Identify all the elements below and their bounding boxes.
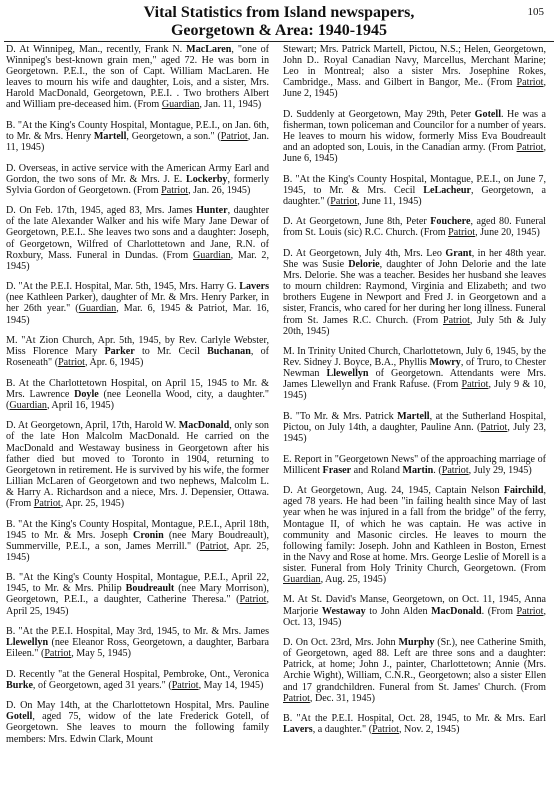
vital-record-entry	[6, 519, 269, 563]
surname: Westaway	[321, 605, 366, 617]
vital-record-entry	[283, 485, 546, 585]
surname: Lockerby	[185, 173, 228, 185]
source-newspaper: Guardian	[9, 399, 47, 411]
entry-text: . (From	[481, 605, 517, 617]
source-newspaper: Patriot	[480, 422, 508, 434]
surname: Cronin	[133, 529, 164, 541]
vital-record-entry	[283, 174, 546, 207]
entry-text: , of Truro, to Chester Newman	[283, 357, 546, 380]
surname: Delorie	[348, 259, 380, 271]
surname: Mowry	[429, 357, 461, 369]
vital-record-entry	[283, 713, 546, 735]
entry-text: , June 2, 1945)	[283, 77, 546, 100]
surname: MacLaren	[186, 44, 232, 55]
source-newspaper: Guardian	[78, 303, 117, 315]
left-column	[6, 44, 269, 754]
surname: Fouchere	[430, 216, 471, 228]
vital-record-entry	[6, 700, 269, 744]
surname: Gotell	[474, 108, 502, 120]
vital-record-entry	[283, 346, 546, 401]
vital-record-entry	[283, 637, 546, 704]
surname: Fairchild	[503, 485, 544, 497]
entry-text: E. Report in "Georgetown News" of the approaching marriage of Millicent	[283, 453, 546, 476]
entry-text: D. On May 14th, at the Charlottetown Hospital, Mrs. Pauline	[6, 700, 269, 712]
vital-record-entry	[283, 248, 546, 337]
entry-text: Stewart; Mrs. Patrick Martell, Pictou, N.S.; Helen, Georgetown, John D.. Royal Canadian Navy, Marcellus, Merchant Marine; Leo in Montreal; also a sister Mrs. Josephine Rokes, Cambridge., Mass. and Gilbert in Bangor, Me.. (From	[283, 44, 546, 89]
entry-text: M. "At Zion Church, Apr. 5th, 1945, by Rev. Carlyle Webster, Miss Florence Mary	[6, 335, 269, 358]
source-newspaper: Patriot	[171, 679, 199, 691]
source-newspaper: Guardian	[161, 99, 200, 111]
title-line-1: Vital Statistics from Island newspapers,	[143, 4, 415, 21]
surname: Martell	[93, 131, 127, 143]
entry-text: , April 25, 1945)	[6, 594, 269, 617]
surname: Doyle	[74, 388, 99, 400]
entry-text: , daughter of the late Alexander Walker and his wife Mary Jane Dewar of Georgetown, P.E.I.. She leaves two sons and a daughter: Joseph, of Georgetown, Wilfred of Charlottetown and Jane, R.N. of Roxbury, Mass. Funeral in Dundas. (From	[6, 205, 269, 261]
entry-text: , April 16, 1945)	[46, 399, 114, 411]
entry-text: . (	[433, 464, 442, 476]
entry-text: , Jan. 11, 1945)	[199, 99, 262, 111]
title-line-2: Georgetown & Area: 1940-1945	[170, 22, 388, 39]
entry-text: B. "At the P.E.I. Hospital, Oct. 28, 1945, to Mr. & Mrs. Earl	[283, 713, 546, 725]
source-newspaper: Patriot	[441, 464, 469, 476]
entry-text: , Apr. 25, 1945)	[60, 498, 125, 510]
entry-text: of Georgetown. Attendants were Mrs. James Llewellyn and Frank Rafuse. (From	[283, 368, 546, 391]
surname: Llewellyn	[6, 637, 49, 649]
surname: Grant	[445, 247, 472, 259]
source-newspaper: Patriot	[33, 498, 61, 510]
entry-text: , only son of the late Hon Malcolm MacDonald. He carried on the MacDonald and Westaway business in Georgetown after his father died but moved to Toronto in 1904, returning to Georgetown in retirement. He is survived by his wife, the former Lillian McLaren of Georgetown and two nephews, Malcolm L. & Harry A. Richardson and a niece, Mrs. J. Depensier, Ottawa. (From	[6, 420, 269, 510]
vital-record-entry	[6, 335, 269, 368]
surname: Llewellyn	[326, 368, 369, 380]
entry-text: D. At Georgetown, July 4th, Mrs. Leo	[283, 247, 446, 259]
entry-text: , July 5th & July 20th, 1945)	[283, 314, 546, 337]
entry-text: (nee Kathleen Parker), daughter of Mr. & Mrs. Henry Parker, in her 26th year." (	[6, 292, 269, 315]
entry-text: B. "At the King's County Hospital, Montague, P.E.I., April 18th, 1945 to Mr. & Mrs. Joseph	[6, 518, 269, 541]
source-newspaper: Patriot	[239, 594, 267, 606]
entry-text: to John Alden	[365, 605, 432, 617]
entry-text: , in her 48th year. She was Susie	[283, 247, 546, 271]
vital-record-entry	[6, 281, 269, 325]
entry-text: (nee Leonella Wood, city, a daughter." (	[6, 388, 269, 411]
page-title	[0, 4, 558, 40]
entry-text: , Aug. 25, 1945)	[320, 573, 387, 585]
entry-text: D. Recently "at the General Hospital, Pembroke, Ont., Veronica	[6, 668, 269, 680]
entry-text: , formerly Sylvia Gordon of Georgetown. (From	[6, 173, 269, 196]
surname: MacDonald	[178, 420, 230, 432]
entry-text: , daughter of John Delorie and the late Mrs. Delorie. She was a teacher. Besides her husband she leaves to mourn children: Raymond, Virginia and Elizabeth; and two brothers Eugene in Newport and Fred J. in Georgetown and a sister, Francis, who cared for her during her long illness. Funeral from St. James R.C. Church. (From	[283, 259, 546, 326]
source-newspaper: Patriot	[448, 227, 476, 239]
surname: Parker	[104, 346, 135, 358]
vital-record-entry	[6, 163, 269, 196]
entry-text: B. "At the King's County Hospital, Montague, P.E.I., April 22, 1945, to Mr. & Mrs. Philip	[6, 572, 269, 595]
entry-text: (nee Mary Boudreault), Summerville, P.E.I., a son, James Merrill." (	[6, 529, 269, 552]
entry-text: M. In Trinity United Church, Charlottetown, July 6, 1945, by the Rev. Sidney J. Boyce, B.A., Phyllis	[283, 346, 546, 369]
page-number: 105	[527, 6, 544, 18]
vital-record-entry	[283, 109, 546, 164]
entry-text: , Jan. 26, 1945)	[188, 184, 251, 196]
entry-text: , "one of Winnipeg's best-known grain men," aged 72. He was born in Georgetown. P.E.I., the son of Capt. William MacLaren. He leaves to mourn his wife and daughter, Lois, and a sister, Mrs. Harold MacDonald, Georgetown, P.E.I. . Two brothers Albert and William pre-deceased him. (From	[6, 44, 269, 111]
entry-text: , aged 78 years. He had been "in failing health since May of last year when he was injured in a fall from the bridge" of the ferry, Montague II, of which he was captain. He was active in community and Masonic circles. He leaves to mourn the following family: Joseph. John and Kathleen in Boston, Ernest in the Navy and Rose at home. Mrs. George Leslie of Morell is a sister. Funeral from Holy Trinity Church, Georgetown. (From	[283, 485, 546, 574]
surname: Lavers	[239, 281, 269, 293]
vital-record-entry	[6, 572, 269, 616]
entry-text: , July 23, 1945)	[283, 422, 547, 445]
surname: Lavers	[283, 724, 313, 736]
right-column	[283, 44, 546, 745]
vital-record-entry	[6, 120, 269, 153]
entry-text: B. "At the King's County Hospital, Montague, P.E.I., on Jan. 6th, to Mr. & Mrs. Henry	[6, 119, 269, 143]
entry-text: B. "To Mr. & Mrs. Patrick	[283, 410, 398, 422]
entry-text: D. At Georgetown, Aug. 24, 1945, Captain Nelson	[283, 485, 504, 497]
source-newspaper: Patriot	[199, 540, 227, 552]
entry-text: , of Roseneath" (	[6, 346, 269, 369]
vital-record-entry	[6, 205, 269, 272]
entry-text: , Mar. 2, 1945)	[6, 249, 269, 272]
entry-text: , aged 75, widow of the late Frederick Gotell, of Georgetown. She leaves to mourn the following family members: Mrs. Edwin Clark, Mount	[6, 711, 269, 745]
entry-text: , May 5, 1945)	[71, 648, 131, 660]
entry-text: B. "At the P.E.I. Hospital, May 3rd, 1945, to Mr. & Mrs. James	[6, 626, 269, 638]
entry-text: B. "At the King's County Hospital, Montague, P.E.I., on June 7, 1945, to Mr. & Mrs. Cecil	[283, 173, 546, 196]
header-rule	[4, 41, 554, 42]
surname: LeLacheur	[423, 184, 471, 196]
entry-text: , of Georgetown, aged 31 years." (	[32, 679, 172, 691]
entry-text: , Georgetown, a son." (	[126, 131, 221, 143]
surname: Martell	[397, 410, 430, 422]
source-newspaper: Patriot	[283, 692, 310, 704]
vital-record-entry	[283, 44, 546, 99]
entry-text: , Oct. 13, 1945)	[283, 605, 546, 628]
source-newspaper: Patriot	[220, 131, 248, 143]
surname: Murphy	[398, 637, 435, 649]
surname: Buchanan	[207, 346, 251, 358]
entry-text: . He was a fisherman, town policeman and Councilor for a number of years. He leaves to mourn his widow, formerly Miss Eva Boudreault and an adopted son, Louis, in the Canadian army. (From	[283, 108, 546, 154]
surname: Hunter	[196, 205, 228, 217]
source-newspaper: Patriot	[516, 77, 544, 89]
source-newspaper: Patriot	[372, 724, 399, 736]
entry-text: (nee Eleanor Ross, Georgetown, a daughter, Barbara Eileen." (	[6, 637, 269, 660]
entry-text: (Sr.), nee Catherine Smith, of Georgetown, aged 88. Left are three sons and a daughter: Patrick, at home; John J., painter, Charlottetown; Annie (Mrs. Archie Wight), William, C.N.R., Georgetown; also a sister Ellen and 17 grandchildren. Funeral from St. James' Church. (From	[283, 637, 546, 693]
entry-text: , Nov. 2, 1945)	[398, 724, 460, 736]
source-newspaper: Guardian	[283, 573, 321, 585]
surname: Burke	[6, 679, 33, 691]
vital-record-entry	[283, 454, 546, 476]
entry-text: to Mr. Cecil	[134, 346, 208, 358]
entry-text: M. At St. David's Manse, Georgetown, on Oct. 11, 1945, Anna Marjorie	[283, 594, 546, 617]
entry-text: (nee Mary Morrison), Georgetown, P.E.I., a daughter, Catherine Theresa." (	[6, 583, 270, 606]
entry-text: and Roland	[351, 464, 403, 476]
entry-text: D. On Oct. 23rd, Mrs. John	[283, 637, 399, 649]
surname: Martin	[402, 464, 434, 476]
vital-record-entry	[283, 216, 546, 238]
surname: Gotell	[6, 711, 33, 723]
entry-text: , June 20, 1945)	[475, 227, 540, 239]
source-newspaper: Patriot	[58, 357, 85, 369]
source-newspaper: Patriot	[44, 648, 72, 660]
vital-record-entry	[283, 411, 546, 444]
entry-text: , Dec. 31, 1945)	[309, 692, 375, 704]
source-newspaper: Patriot	[516, 142, 544, 154]
entry-text: D. Suddenly at Georgetown, May 29th, Peter	[283, 108, 475, 120]
vital-record-entry	[6, 669, 269, 691]
entry-text: , aged 80. Funeral from St. Louis (sic) R.C. Church. (From	[283, 216, 546, 239]
entry-text: , June 6, 1945)	[283, 142, 546, 165]
entry-text: , Apr. 6, 1945)	[84, 357, 144, 369]
source-newspaper: Patriot	[330, 195, 358, 207]
entry-text: , Jan. 11, 1945)	[6, 131, 269, 154]
source-newspaper: Patriot	[442, 314, 470, 326]
entry-text: , June 11, 1945)	[357, 195, 422, 207]
entry-text: , a daughter." (	[312, 724, 373, 736]
entry-text: , at the Sutherland Hospital, Pictou, on July 14th, a daughter, Pauline Ann. (	[283, 410, 546, 434]
entry-text: , Georgetown, a daughter." (	[283, 184, 546, 207]
vital-record-entry	[6, 420, 269, 509]
entry-text: , Mar. 6, 1945 & Patriot, Mar. 16, 1945)	[6, 303, 269, 326]
source-newspaper: Patriot	[461, 379, 489, 391]
surname: Boudreault	[125, 583, 175, 595]
entry-text: D. At Georgetown, June 8th, Peter	[283, 216, 431, 228]
entry-text: D. At Winnipeg, Man., recently, Frank N.	[6, 44, 187, 55]
vital-record-entry	[6, 378, 269, 411]
surname: MacDonald	[431, 605, 482, 617]
entry-text: , July 29, 1945)	[468, 464, 532, 476]
entry-text: D. At Georgetown, April, 17th, Harold W.	[6, 420, 179, 432]
entry-text: B. At the Charlottetown Hospital, on April 15, 1945 to Mr. & Mrs. Lawrence	[6, 377, 269, 400]
entry-text: , Apr. 25, 1945)	[6, 540, 269, 563]
entry-text: , May 14, 1945)	[198, 679, 264, 691]
entry-text: D. Overseas, in active service with the American Army Earl and Gordon, the two sons of Mr. & Mrs. J. E.	[6, 162, 269, 185]
vital-record-entry	[6, 44, 269, 111]
source-newspaper: Patriot	[161, 184, 189, 196]
entry-text: D. "At the P.E.I. Hospital, Mar. 5th, 1945, Mrs. Harry G.	[6, 281, 240, 293]
surname: Fraser	[322, 464, 352, 476]
source-newspaper: Patriot	[516, 605, 544, 617]
vital-record-entry	[6, 626, 269, 659]
vital-record-entry	[283, 594, 546, 627]
entry-text: , July 9 & 10, 1945)	[283, 379, 546, 402]
source-newspaper: Guardian	[193, 249, 231, 261]
entry-text: D. On Feb. 17th, 1945, aged 83, Mrs. James	[6, 205, 197, 217]
